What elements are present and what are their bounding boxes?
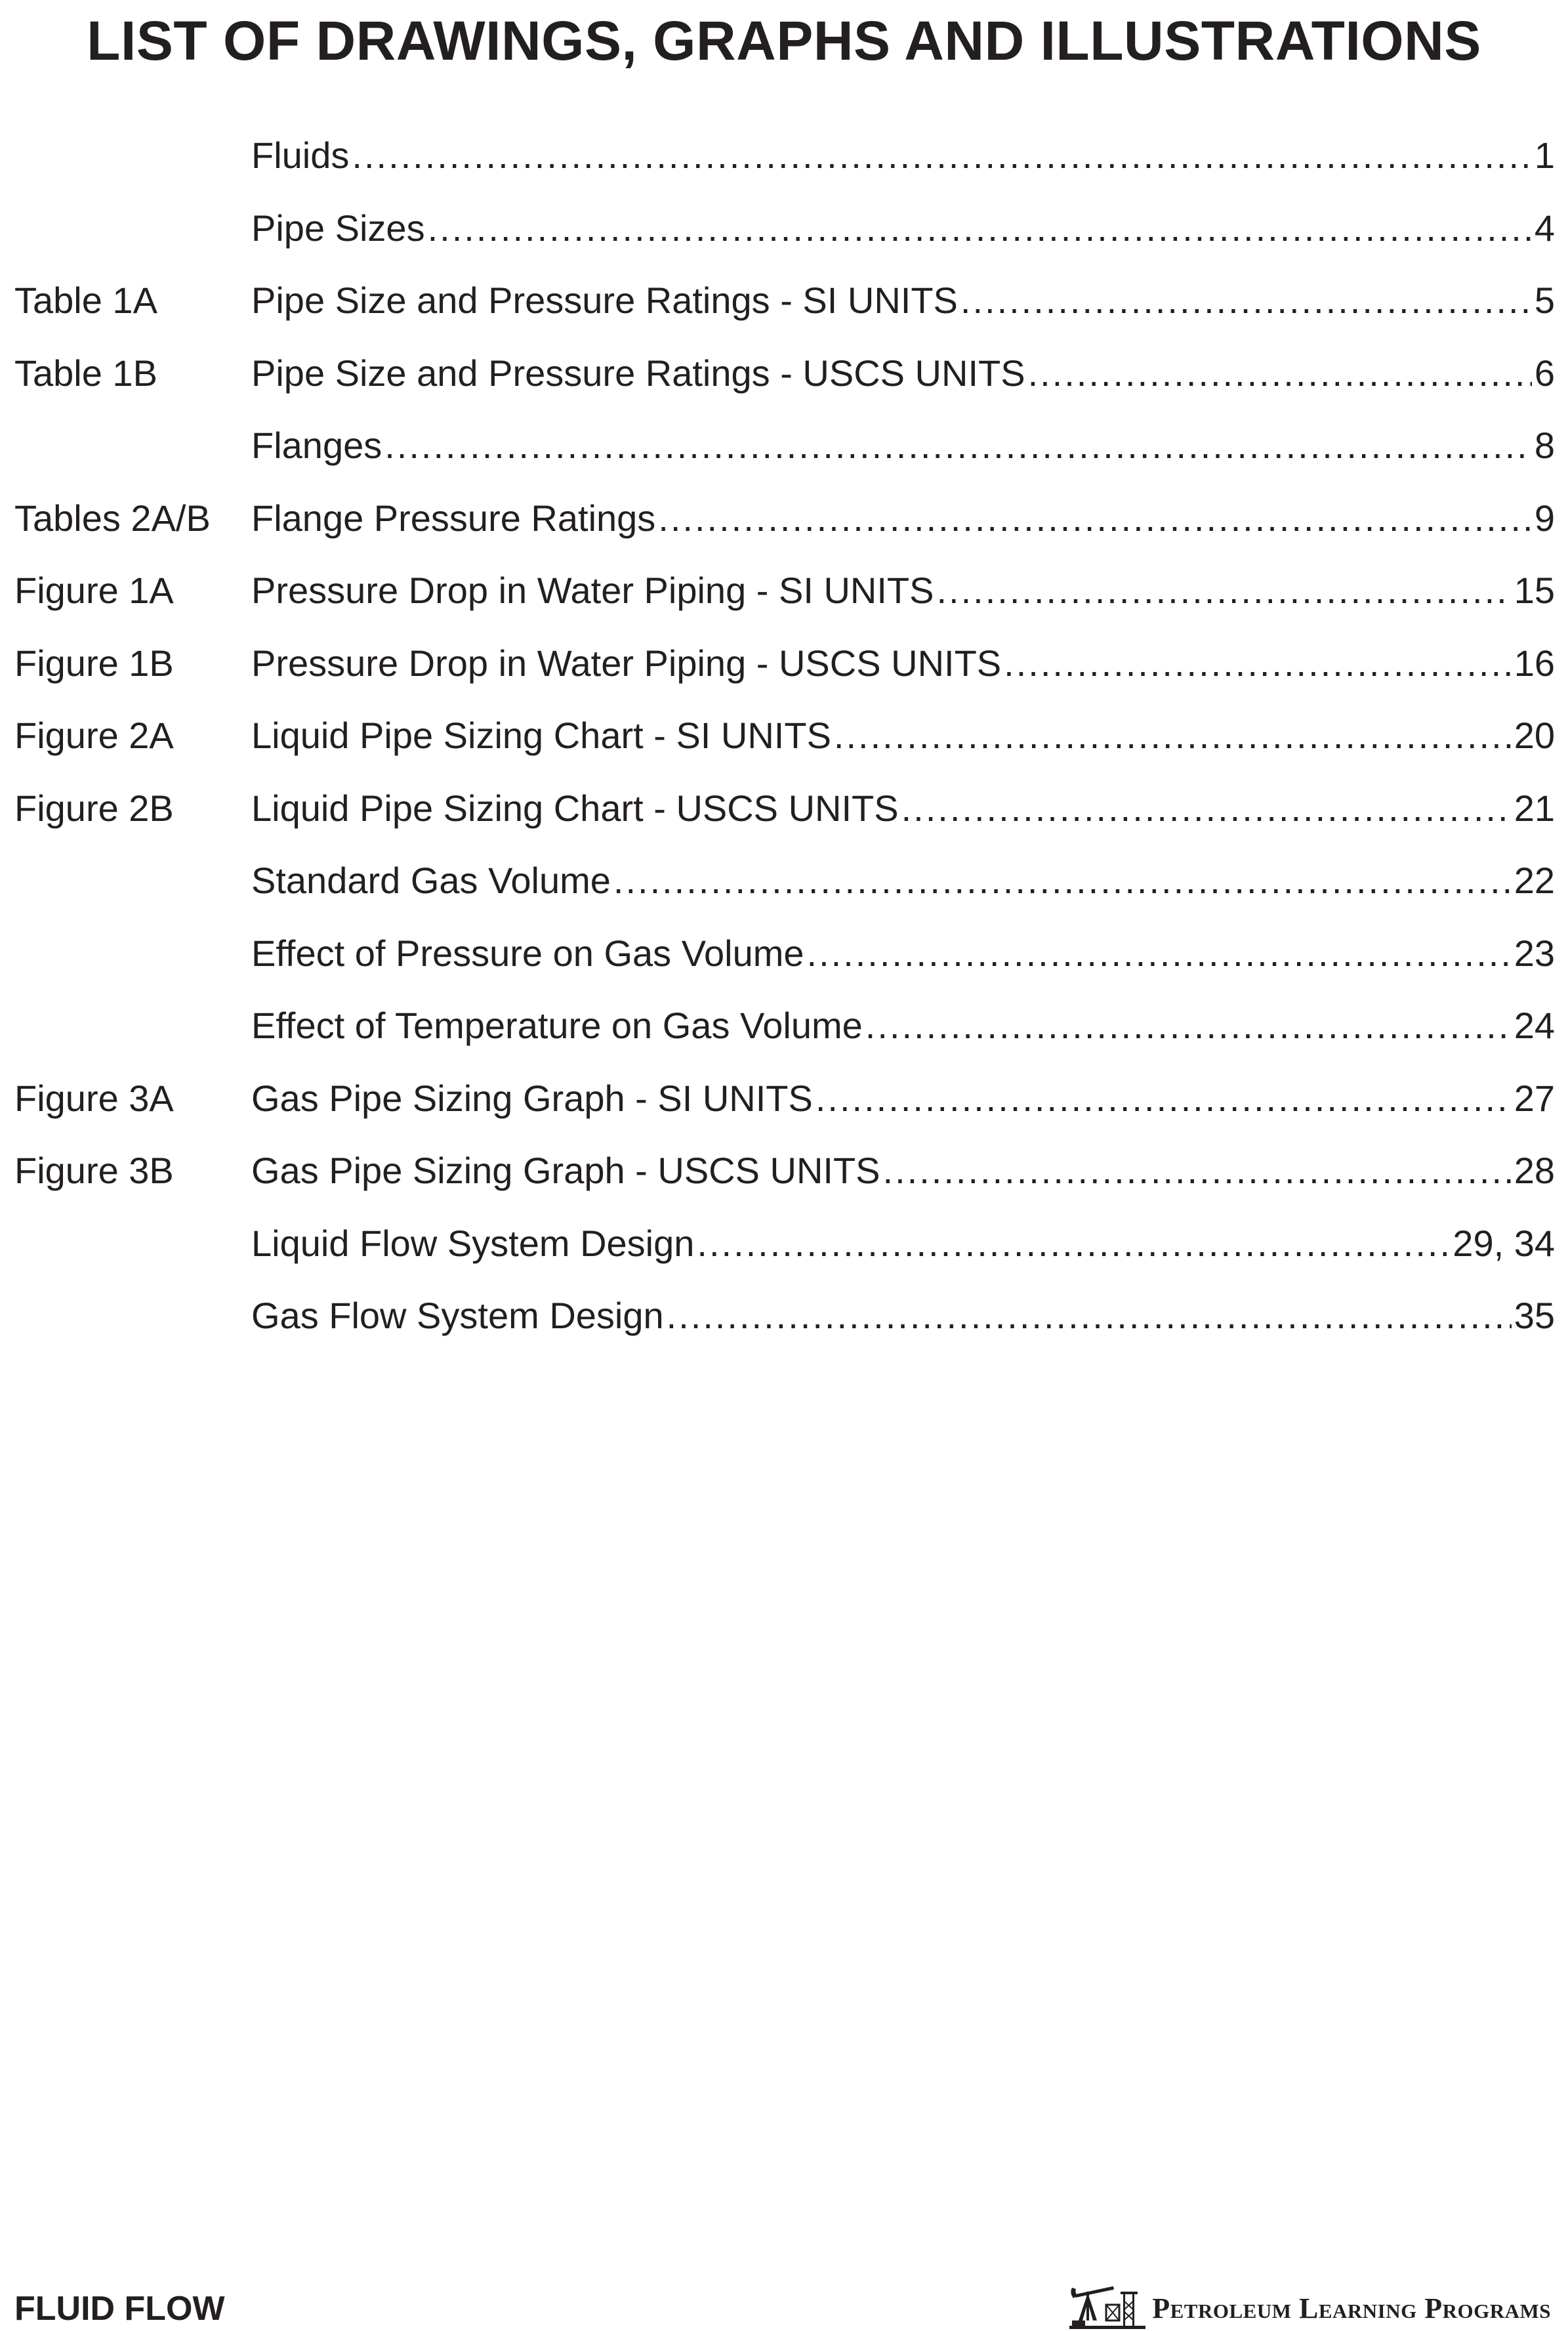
toc-entry <box>14 700 1555 772</box>
dot-leader <box>667 1280 1512 1352</box>
dot-leader <box>1004 627 1512 700</box>
toc-entry-page: 8 <box>1534 425 1555 466</box>
toc-entry-title: Gas Pipe Sizing Graph - SI UNITS <box>251 1077 813 1119</box>
dot-leader <box>901 772 1512 845</box>
toc-entry-title: Pipe Sizes <box>251 207 425 249</box>
toc-entry-line <box>251 337 1555 410</box>
dot-leader <box>865 990 1512 1062</box>
toc-entry <box>14 1208 1555 1280</box>
toc-entry-page: 5 <box>1534 280 1555 321</box>
toc-entry-line <box>251 264 1555 337</box>
toc-entry-title: Pressure Drop in Water Piping - SI UNITS <box>251 570 934 611</box>
toc-entry-page: 27 <box>1514 1077 1555 1119</box>
toc-entry-title: Pipe Size and Pressure Ratings - USCS UNITS <box>251 352 1025 394</box>
toc-entry <box>14 1135 1555 1208</box>
toc-entry-title: Standard Gas Volume <box>251 860 611 901</box>
toc-entry-title: Liquid Flow System Design <box>251 1222 695 1264</box>
dot-leader <box>815 1062 1512 1135</box>
page-title: LIST OF DRAWINGS, GRAPHS AND ILLUSTRATIONS <box>87 10 1481 72</box>
toc-entry-line <box>251 1062 1555 1135</box>
toc-entry-label: Tables 2A/B <box>14 497 211 539</box>
toc-entry-line <box>251 410 1555 482</box>
toc-entry-page: 23 <box>1514 932 1555 974</box>
oil-pumpjack-icon <box>1068 2278 1147 2330</box>
toc-entry-title: Gas Flow System Design <box>251 1295 664 1336</box>
toc-entry-title: Liquid Pipe Sizing Chart - USCS UNITS <box>251 787 899 829</box>
dot-leader <box>1028 337 1532 410</box>
toc-entry-line <box>251 1208 1555 1280</box>
toc-entry-page: 1 <box>1534 135 1555 176</box>
toc-entry-line <box>251 990 1555 1062</box>
toc-entry <box>14 192 1555 265</box>
toc-entry-line <box>251 917 1555 990</box>
dot-leader <box>428 192 1532 264</box>
toc-entry <box>14 990 1555 1062</box>
toc-entry-page: 35 <box>1514 1295 1555 1336</box>
toc-entry-page: 20 <box>1514 715 1555 756</box>
toc-entry-line <box>251 1280 1555 1352</box>
toc-entry <box>14 627 1555 700</box>
toc-entry-page: 24 <box>1514 1005 1555 1046</box>
toc-entry-page: 9 <box>1534 497 1555 539</box>
toc-entry <box>14 845 1555 917</box>
dot-leader <box>807 917 1512 990</box>
toc-entry-label: Table 1A <box>14 280 157 321</box>
dot-leader <box>658 482 1532 555</box>
toc-entry-line <box>251 555 1555 627</box>
toc-entry-line <box>251 1135 1555 1207</box>
toc-entry-page: 21 <box>1514 787 1555 829</box>
toc-entry <box>14 410 1555 482</box>
toc-entry-page: 15 <box>1514 570 1555 611</box>
footer-section-title: FLUID FLOW <box>14 2290 225 2328</box>
toc-entry-label: Figure 1A <box>14 570 174 611</box>
toc-entry <box>14 482 1555 555</box>
dot-leader <box>697 1208 1450 1280</box>
dot-leader <box>384 410 1532 482</box>
dot-leader <box>883 1135 1512 1207</box>
toc-entry-line <box>251 700 1555 772</box>
toc-entry-line <box>251 772 1555 845</box>
toc-entry-page: 4 <box>1534 207 1555 249</box>
toc-entry-label: Figure 2B <box>14 787 174 829</box>
dot-leader <box>960 264 1532 337</box>
toc-entry-label: Figure 1B <box>14 642 174 684</box>
dot-leader <box>936 555 1511 627</box>
toc-entry-label: Figure 2A <box>14 715 174 756</box>
toc-list <box>14 119 1555 1353</box>
toc-entry <box>14 119 1555 192</box>
toc-entry-title: Effect of Pressure on Gas Volume <box>251 932 804 974</box>
toc-entry-title: Effect of Temperature on Gas Volume <box>251 1005 863 1046</box>
toc-entry <box>14 337 1555 410</box>
dot-leader <box>352 119 1531 192</box>
toc-entry-title: Gas Pipe Sizing Graph - USCS UNITS <box>251 1150 880 1191</box>
toc-entry <box>14 555 1555 627</box>
toc-entry <box>14 772 1555 845</box>
toc-entry-line <box>251 192 1555 264</box>
toc-entry <box>14 917 1555 990</box>
toc-entry-page: 16 <box>1514 642 1555 684</box>
toc-entry <box>14 1062 1555 1135</box>
dot-leader <box>834 700 1512 772</box>
toc-entry-title: Pressure Drop in Water Piping - USCS UNITS <box>251 642 1002 684</box>
toc-entry-line <box>251 482 1555 555</box>
toc-entry-line <box>251 119 1555 192</box>
dot-leader <box>613 845 1512 917</box>
toc-entry-title: Flange Pressure Ratings <box>251 497 656 539</box>
toc-entry-line <box>251 845 1555 917</box>
toc-entry-title: Pipe Size and Pressure Ratings - SI UNITS <box>251 280 958 321</box>
toc-entry-page: 6 <box>1534 352 1555 394</box>
toc-entry-label: Figure 3A <box>14 1077 174 1119</box>
toc-entry <box>14 264 1555 337</box>
toc-entry-title: Liquid Pipe Sizing Chart - SI UNITS <box>251 715 831 756</box>
brand-name: Petroleum Learning Programs <box>1152 2292 1551 2324</box>
footer-brand <box>1068 2277 1551 2330</box>
toc-entry-page: 22 <box>1514 860 1555 901</box>
toc-entry-label: Figure 3B <box>14 1150 174 1191</box>
toc-entry-page: 28 <box>1514 1150 1555 1191</box>
toc-entry-title: Flanges <box>251 425 382 466</box>
toc-entry-line <box>251 627 1555 700</box>
toc-entry-label: Table 1B <box>14 352 157 394</box>
toc-entry-title: Fluids <box>251 135 350 176</box>
toc-entry <box>14 1280 1555 1353</box>
toc-entry-page: 29, 34 <box>1453 1222 1555 1264</box>
